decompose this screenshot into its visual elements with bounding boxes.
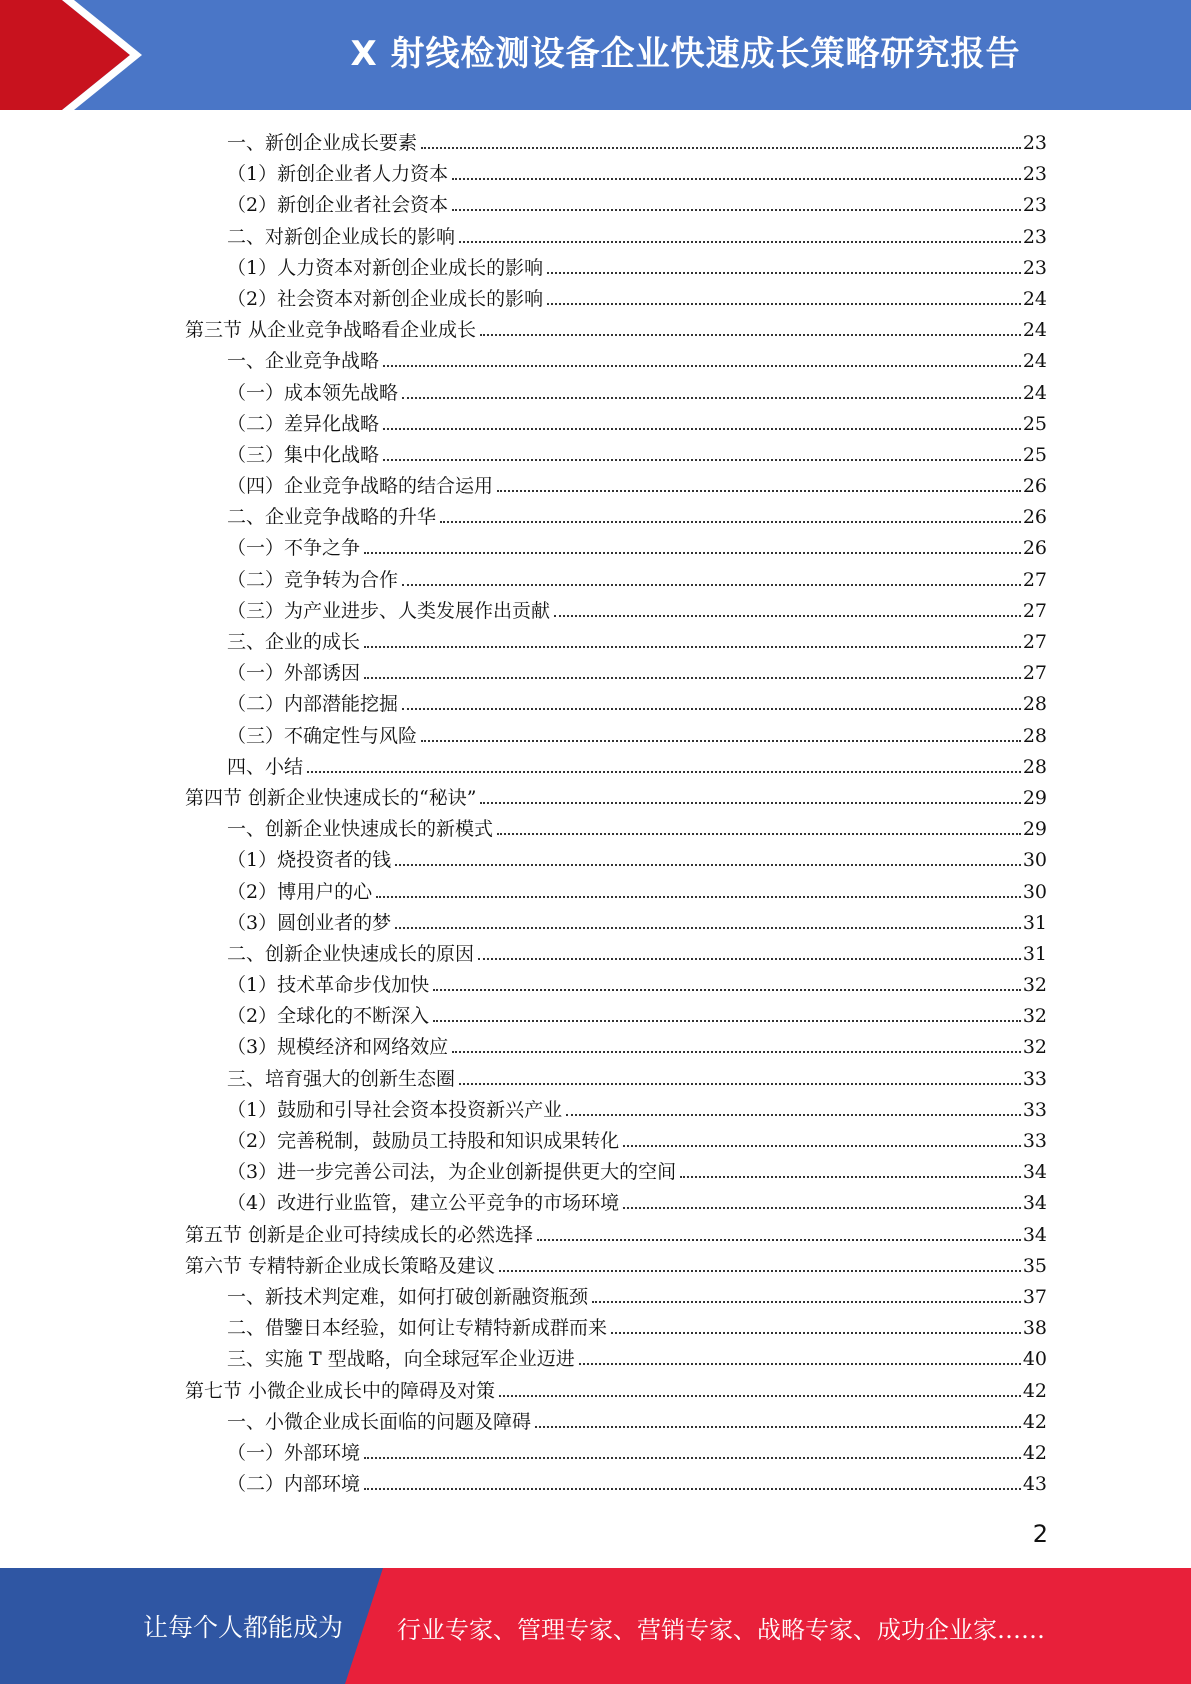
page-footer <box>0 1568 1191 1684</box>
toc-entry[interactable] <box>185 471 1047 502</box>
toc-dot-leader <box>364 1457 1021 1459</box>
toc-entry-page: 30 <box>1022 849 1047 872</box>
toc-dot-leader <box>459 241 1021 243</box>
toc-entry-page: 24 <box>1022 381 1047 404</box>
toc-entry-page: 28 <box>1022 724 1047 747</box>
toc-entry-label: 一、企业竞争战略 <box>227 350 380 373</box>
toc-entry-label: （一）不争之争 <box>227 537 361 560</box>
page-number: 2 <box>1032 1520 1048 1548</box>
toc-dot-leader <box>535 1426 1021 1428</box>
toc-dot-leader <box>383 365 1021 367</box>
toc-dot-leader <box>623 1207 1021 1209</box>
toc-entry-label: 第五节 创新是企业可持续成长的必然选择 <box>185 1223 534 1246</box>
toc-entry-label: 第七节 小微企业成长中的障碍及对策 <box>185 1379 496 1402</box>
toc-entry-label: 三、培育强大的创新生态圈 <box>227 1067 456 1090</box>
toc-dot-leader <box>623 1145 1021 1147</box>
toc-entry-label: （1）新创企业者人力资本 <box>227 163 449 186</box>
toc-entry-page: 27 <box>1022 599 1047 622</box>
toc-entry[interactable] <box>185 1157 1047 1188</box>
toc-entry-page: 23 <box>1022 225 1047 248</box>
toc-entry-page: 34 <box>1022 1192 1047 1215</box>
toc-entry-label: （3）圆创业者的梦 <box>227 911 392 934</box>
toc-entry[interactable] <box>185 939 1047 970</box>
toc-entry[interactable] <box>185 1126 1047 1157</box>
toc-entry-page: 23 <box>1022 194 1047 217</box>
toc-dot-leader <box>499 1270 1021 1272</box>
toc-entry[interactable] <box>185 1438 1047 1469</box>
toc-dot-leader <box>537 1239 1021 1241</box>
toc-entry-page: 27 <box>1022 662 1047 685</box>
toc-entry[interactable] <box>185 627 1047 658</box>
toc-entry-label: （二）竞争转为合作 <box>227 568 399 591</box>
toc-entry-page: 33 <box>1022 1130 1047 1152</box>
toc-entry-page: 23 <box>1022 132 1047 154</box>
toc-entry[interactable] <box>185 1188 1047 1219</box>
toc-entry-label: （2）社会资本对新创企业成长的影响 <box>227 287 544 310</box>
toc-entry[interactable] <box>185 409 1047 440</box>
toc-entry-page: 43 <box>1022 1473 1047 1496</box>
footer-slogan-left: 让每个人都能成为 <box>143 1613 344 1642</box>
toc-entry-label: 三、实施 T 型战略，向全球冠军企业迈进 <box>227 1348 575 1371</box>
toc-entry[interactable] <box>185 502 1047 533</box>
toc-entry[interactable] <box>185 284 1047 315</box>
toc-entry-label: 第四节 创新企业快速成长的“秘诀” <box>185 786 477 809</box>
toc-entry-label: （三）为产业进步、人类发展作出贡献 <box>227 599 551 622</box>
toc-entry-page: 24 <box>1022 350 1047 373</box>
toc-entry[interactable] <box>185 752 1047 783</box>
toc-entry[interactable] <box>185 1469 1047 1500</box>
toc-entry-page: 25 <box>1022 443 1047 466</box>
toc-entry[interactable] <box>185 315 1047 346</box>
toc-entry[interactable] <box>185 783 1047 814</box>
toc-entry-label: 一、新技术判定难，如何打破创新融资瓶颈 <box>227 1285 589 1308</box>
toc-entry[interactable] <box>185 689 1047 720</box>
toc-entry[interactable] <box>185 1095 1047 1126</box>
toc-dot-leader <box>611 1332 1021 1334</box>
toc-entry-label: 第三节 从企业竞争战略看企业成长 <box>185 319 477 342</box>
page-header <box>0 0 1191 110</box>
toc-entry-label: 四、小结 <box>227 755 304 778</box>
toc-entry-page: 33 <box>1022 1098 1047 1121</box>
toc-entry-page: 27 <box>1022 631 1047 653</box>
toc-entry-page: 24 <box>1022 287 1047 310</box>
toc-dot-leader <box>592 1301 1021 1303</box>
toc-entry-page: 26 <box>1022 537 1047 560</box>
toc-dot-leader <box>547 303 1021 305</box>
toc-entry-label: （二）内部潜能挖掘 <box>227 693 399 716</box>
toc-dot-leader <box>421 740 1021 742</box>
toc-entry-label: （1）鼓励和引导社会资本投资新兴产业 <box>227 1098 563 1121</box>
toc-entry[interactable] <box>185 253 1047 284</box>
toc-dot-leader <box>480 334 1021 336</box>
toc-dot-leader <box>452 209 1021 211</box>
toc-entry-page: 42 <box>1022 1379 1047 1402</box>
toc-entry-label: （2）博用户的心 <box>227 880 373 903</box>
toc-entry-page: 33 <box>1022 1067 1047 1090</box>
toc-entry-label: 一、新创企业成长要素 <box>227 132 418 154</box>
report-title: X 射线检测设备企业快速成长策略研究报告 <box>350 34 1021 74</box>
toc-dot-leader <box>566 1114 1021 1116</box>
table-of-contents <box>185 128 1047 1500</box>
toc-entry-page: 30 <box>1022 880 1047 903</box>
toc-entry-label: （2）全球化的不断深入 <box>227 1005 430 1028</box>
toc-entry-label: 三、企业的成长 <box>227 631 361 653</box>
toc-entry[interactable] <box>185 877 1047 908</box>
toc-dot-leader <box>307 771 1021 773</box>
toc-entry-page: 35 <box>1022 1254 1047 1277</box>
toc-entry[interactable] <box>185 346 1047 377</box>
toc-entry[interactable] <box>185 1282 1047 1313</box>
toc-entry-page: 32 <box>1022 1036 1047 1059</box>
toc-entry-page: 32 <box>1022 1005 1047 1028</box>
toc-entry-label: （4）改进行业监管，建立公平竞争的市场环境 <box>227 1192 620 1215</box>
toc-entry-label: （一）外部环境 <box>227 1441 361 1464</box>
toc-dot-leader <box>497 490 1021 492</box>
toc-entry[interactable] <box>185 565 1047 596</box>
toc-entry-page: 31 <box>1022 942 1047 965</box>
toc-entry-label: （一）外部诱因 <box>227 662 361 685</box>
toc-dot-leader <box>433 1020 1021 1022</box>
footer-slogan-right: 行业专家、管理专家、营销专家、战略专家、成功企业家…… <box>397 1616 1045 1644</box>
toc-entry[interactable] <box>185 222 1047 253</box>
toc-dot-leader <box>383 428 1021 430</box>
toc-entry[interactable] <box>185 1344 1047 1375</box>
toc-dot-leader <box>364 1488 1021 1490</box>
toc-entry-page: 23 <box>1022 256 1047 279</box>
toc-entry-label: （1）人力资本对新创企业成长的影响 <box>227 256 544 279</box>
toc-dot-leader <box>554 615 1021 617</box>
toc-dot-leader <box>364 677 1021 679</box>
toc-entry-page: 23 <box>1022 163 1047 186</box>
toc-entry-page: 42 <box>1022 1410 1047 1433</box>
toc-entry[interactable] <box>185 378 1047 409</box>
toc-dot-leader <box>440 521 1021 523</box>
toc-dot-leader <box>680 1176 1021 1178</box>
toc-entry[interactable] <box>185 908 1047 939</box>
toc-entry[interactable] <box>185 1407 1047 1438</box>
toc-entry-label: 二、创新企业快速成长的原因 <box>227 942 475 965</box>
toc-entry-label: （3）进一步完善公司法，为企业创新提供更大的空间 <box>227 1161 677 1184</box>
toc-dot-leader <box>452 178 1021 180</box>
toc-dot-leader <box>383 459 1021 461</box>
toc-dot-leader <box>364 646 1021 648</box>
header-arrow-decoration <box>0 0 150 110</box>
toc-entry[interactable] <box>185 970 1047 1001</box>
toc-entry-page: 34 <box>1022 1223 1047 1246</box>
toc-entry-page: 37 <box>1022 1285 1047 1308</box>
toc-entry-page: 26 <box>1022 475 1047 498</box>
toc-entry-label: 第六节 专精特新企业成长策略及建议 <box>185 1254 496 1277</box>
toc-dot-leader <box>579 1363 1021 1365</box>
toc-dot-leader <box>547 272 1021 274</box>
toc-entry-label: 二、对新创企业成长的影响 <box>227 225 456 248</box>
toc-entry-page: 38 <box>1022 1317 1047 1340</box>
toc-entry-label: （三）集中化战略 <box>227 443 380 466</box>
toc-entry-label: （1）技术革命步伐加快 <box>227 974 430 997</box>
toc-entry-page: 28 <box>1022 693 1047 716</box>
toc-entry-page: 40 <box>1022 1348 1047 1371</box>
toc-dot-leader <box>395 864 1021 866</box>
toc-dot-leader <box>402 397 1021 399</box>
toc-entry-label: 二、借鑒日本经验，如何让专精特新成群而来 <box>227 1317 608 1340</box>
toc-dot-leader <box>376 896 1021 898</box>
toc-dot-leader <box>433 989 1021 991</box>
toc-entry[interactable] <box>185 1032 1047 1063</box>
toc-dot-leader <box>421 147 1021 149</box>
toc-entry[interactable] <box>185 814 1047 845</box>
toc-entry-label: （一）成本领先战略 <box>227 381 399 404</box>
toc-entry[interactable] <box>185 128 1047 159</box>
toc-entry[interactable] <box>185 1376 1047 1407</box>
toc-entry-label: （1）烧投资者的钱 <box>227 849 392 872</box>
toc-entry-page: 29 <box>1022 786 1047 809</box>
toc-entry[interactable] <box>185 159 1047 190</box>
toc-entry-label: 二、企业竞争战略的升华 <box>227 506 437 529</box>
toc-entry[interactable] <box>185 440 1047 471</box>
toc-entry[interactable] <box>185 190 1047 221</box>
toc-entry-page: 27 <box>1022 568 1047 591</box>
toc-dot-leader <box>459 1083 1021 1085</box>
toc-entry-label: （二）差异化战略 <box>227 412 380 435</box>
toc-entry-page: 31 <box>1022 911 1047 934</box>
toc-dot-leader <box>452 1051 1021 1053</box>
toc-entry[interactable] <box>185 1220 1047 1251</box>
toc-entry-page: 28 <box>1022 755 1047 778</box>
toc-entry-label: （二）内部环境 <box>227 1473 361 1496</box>
toc-dot-leader <box>478 958 1021 960</box>
toc-dot-leader <box>497 833 1021 835</box>
toc-entry[interactable] <box>185 1001 1047 1032</box>
toc-entry-label: （2）新创企业者社会资本 <box>227 194 449 217</box>
toc-dot-leader <box>364 552 1021 554</box>
toc-entry-label: （3）规模经济和网络效应 <box>227 1036 449 1059</box>
toc-entry-page: 29 <box>1022 818 1047 841</box>
toc-entry-page: 26 <box>1022 506 1047 529</box>
toc-entry[interactable] <box>185 1251 1047 1282</box>
toc-entry[interactable] <box>185 845 1047 876</box>
toc-dot-leader <box>480 802 1020 804</box>
toc-dot-leader <box>395 927 1021 929</box>
toc-entry[interactable] <box>185 533 1047 564</box>
toc-entry-page: 24 <box>1022 319 1047 342</box>
toc-entry[interactable] <box>185 1313 1047 1344</box>
toc-entry-label: 一、创新企业快速成长的新模式 <box>227 818 494 841</box>
toc-entry[interactable] <box>185 721 1047 752</box>
toc-entry-page: 32 <box>1022 974 1047 997</box>
toc-entry[interactable] <box>185 596 1047 627</box>
toc-entry-label: 一、小微企业成长面临的问题及障碍 <box>227 1410 532 1433</box>
toc-entry[interactable] <box>185 658 1047 689</box>
toc-entry-page: 34 <box>1022 1161 1047 1184</box>
toc-entry-page: 25 <box>1022 412 1047 435</box>
toc-entry-page: 42 <box>1022 1441 1047 1464</box>
toc-entry-label: （2）完善税制，鼓励员工持股和知识成果转化 <box>227 1130 620 1152</box>
toc-entry-label: （三）不确定性与风险 <box>227 724 418 747</box>
toc-dot-leader <box>402 584 1021 586</box>
toc-dot-leader <box>499 1395 1021 1397</box>
toc-entry[interactable] <box>185 1064 1047 1095</box>
toc-dot-leader <box>402 708 1021 710</box>
toc-entry-label: （四）企业竞争战略的结合运用 <box>227 475 494 498</box>
